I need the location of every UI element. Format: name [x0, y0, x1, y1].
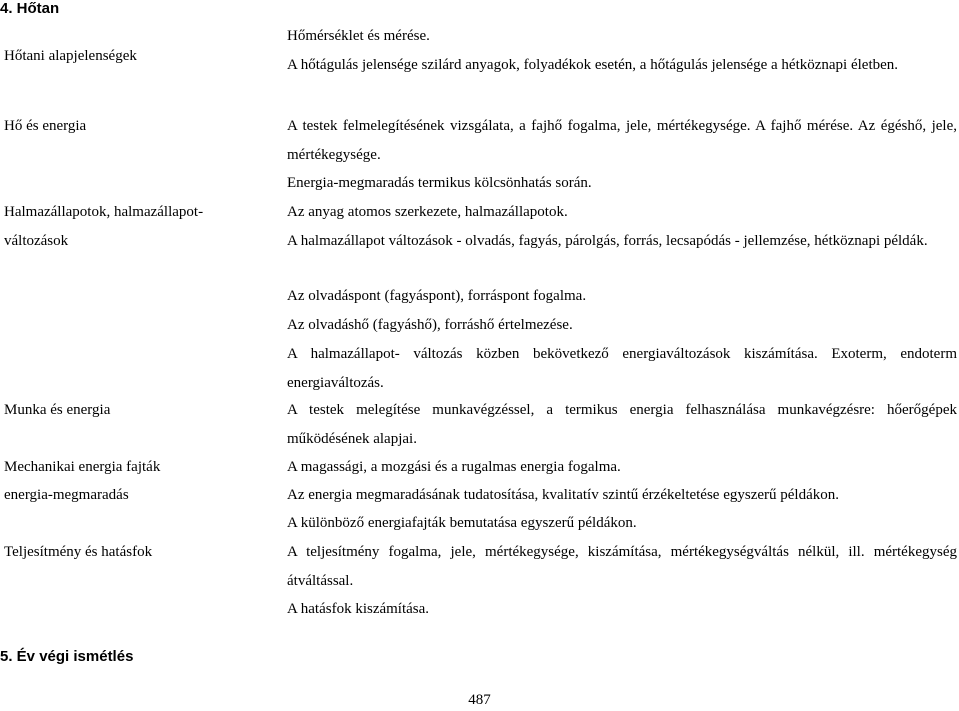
page-number: 487 [468, 692, 491, 708]
topic-energia-megmaradas: energia-megmaradás [4, 487, 129, 503]
description-item: Az olvadáshő (fagyáshő), forráshő értelmezése. [287, 317, 573, 333]
topic-teljesitmeny-es-hatasfok: Teljesítmény és hatásfok [4, 544, 153, 560]
description-item: A teljesítmény fogalma, jele, mértékegysége, kiszámítása, mértékegységváltás nélkül, ill. mértékegység átváltással. [287, 544, 957, 589]
topic-munka-es-energia: Munka és energia [4, 402, 111, 418]
description-item: Az anyag atomos szerkezete, halmazállapotok. [287, 204, 568, 220]
section-5-title: 5. Év végi ismétlés [0, 648, 134, 665]
description-item: A halmazállapot- változás közben bekövetkező energiaváltozások kiszámítása. Exoterm, endoterm energiaváltozás. [287, 346, 957, 391]
description-item: Az olvadáspont (fagyáspont), forráspont fogalma. [287, 288, 587, 304]
section-4-title: 4. Hőtan [0, 0, 60, 17]
topic-mechanikai-energia-fajtak: Mechanikai energia fajták [4, 459, 161, 475]
description-item: A különböző energiafajták bemutatása egyszerű példákon. [287, 515, 637, 531]
description-item: A testek melegítése munkavégzéssel, a termikus energia felhasználása munkavégzésre: hőerőgépek működésének alapjai. [287, 402, 957, 447]
description-item: Az energia megmaradásának tudatosítása, kvalitatív szintű érzékeltetése egyszerű példákon. [287, 487, 839, 503]
description-item: A magassági, a mozgási és a rugalmas energia fogalma. [287, 459, 621, 475]
description-item: A hőtágulás jelensége szilárd anyagok, folyadékok esetén, a hőtágulás jelensége a hétköznapi életben. [287, 57, 899, 73]
description-item: A testek felmelegítésének vizsgálata, a fajhő fogalma, jele, mértékegysége. A fajhő mérése. Az égéshő, jele, mértékegysége. [287, 118, 957, 163]
description-item: A halmazállapot változások - olvadás, fagyás, párolgás, forrás, lecsapódás - jellemzése, hétköznapi példák. [287, 233, 928, 249]
topic-halmazallapot-valtozasok: változások [4, 233, 69, 249]
topic-hotani-alapjelensegek: Hőtani alapjelenségek [4, 48, 137, 64]
topic-halmazallapotok: Halmazállapotok, halmazállapot- [4, 204, 204, 220]
description-item: A hatásfok kiszámítása. [287, 601, 430, 617]
description-item: Energia-megmaradás termikus kölcsönhatás során. [287, 175, 592, 191]
description-item: Hőmérséklet és mérése. [287, 28, 430, 44]
topic-ho-es-energia: Hő és energia [4, 118, 87, 134]
